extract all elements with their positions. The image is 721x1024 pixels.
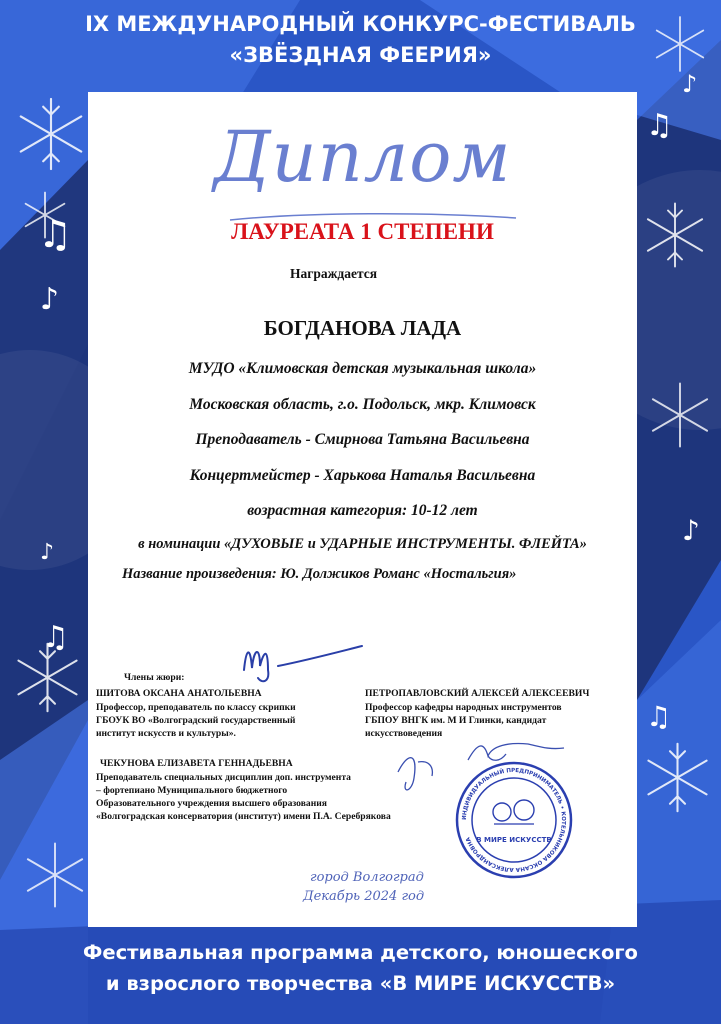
jury-member-3-name: ЧЕКУНОВА ЕЛИЗАВЕТА ГЕННАДЬЕВНА [100, 758, 293, 769]
music-note-icon: ♪ [682, 514, 700, 547]
city: город Волгоград [310, 870, 424, 885]
jury-member-3-line: Преподаватель специальных дисциплин доп. инструмента [96, 772, 351, 783]
festival-stamp [454, 760, 574, 880]
program-line2: и взрослого творчества «В МИРЕ ИСКУССТВ» [105, 972, 616, 995]
nomination: в номинации «ДУХОВЫЕ и УДАРНЫЕ ИНСТРУМЕНТЫ. ФЛЕЙТА» [138, 536, 587, 552]
jury-member-3-line: – фортепиано Муниципального бюджетного [96, 785, 288, 796]
music-note-icon: ♫ [38, 212, 73, 256]
music-note-icon: ♪ [682, 70, 698, 98]
snowflake-icon [20, 840, 90, 910]
awarded-label: Награждается [290, 266, 378, 281]
music-note-icon: ♫ [42, 620, 69, 655]
accompanist: Концертмейстер - Харькова Наталья Васильевна [189, 467, 536, 484]
music-note-icon: ♫ [646, 700, 672, 733]
svg-text:ИНДИВИДУАЛЬНЫЙ ПРЕДПРИНИМАТЕЛЬ [462, 767, 566, 872]
music-note-icon: ♪ [40, 282, 60, 317]
jury-member-2-line: ГБПОУ ВНГК им. М И Глинки, кандидат [365, 715, 547, 726]
diploma-sheet [88, 92, 637, 927]
jury-member-2-line: искусствоведения [365, 728, 443, 739]
jury-member-1-line: Профессор, преподаватель по классу скрипки [96, 702, 296, 713]
music-note-icon: ♫ [646, 108, 673, 143]
snowflake-icon [640, 740, 715, 815]
laureate-degree: ЛАУРЕАТА 1 СТЕПЕНИ [231, 219, 494, 244]
jury-member-3-line: «Волгоградская консерватория (институт) имени П.А. Серебрякова [96, 811, 391, 822]
festival-title-line1: IX МЕЖДУНАРОДНЫЙ КОНКУРС-ФЕСТИВАЛЬ [85, 12, 636, 36]
stamp-ring-text: ИНДИВИДУАЛЬНЫЙ ПРЕДПРИНИМАТЕЛЬ • КОТЕЛЬНИКОВА ОКСАНА АЛЕКСАНДРОВНА [461, 767, 567, 873]
snowflake-icon [645, 380, 715, 450]
jury-member-2-name: ПЕТРОПАВЛОВСКИЙ АЛЕКСЕЙ АЛЕКСЕЕВИЧ [365, 688, 590, 699]
festival-title-line2: «ЗВЁЗДНАЯ ФЕЕРИЯ» [229, 43, 492, 67]
diploma-title: Диплом [213, 116, 512, 198]
stamp-center-text: В МИРЕ ИСКУССТВ [476, 836, 552, 844]
jury-member-1-line: ГБОУК ВО «Волгоградский государственный [96, 715, 296, 726]
signature-jury-1 [238, 640, 368, 686]
jury-member-2-line: Профессор кафедры народных инструментов [365, 702, 562, 713]
jury-label: Члены жюри: [124, 672, 185, 683]
snowflake-icon [640, 200, 710, 270]
teacher: Преподаватель - Смирнова Татьяна Васильевна [195, 431, 530, 448]
snowflake-icon [12, 95, 90, 173]
piece-title: Название произведения: Ю. Должиков Романс «Ностальгия» [122, 566, 517, 582]
jury-member-1-line: институт искусств и культуры». [96, 728, 236, 739]
jury-member-1-name: ШИТОВА ОКСАНА АНАТОЛЬЕВНА [96, 688, 262, 699]
age-category: возрастная категория: 10-12 лет [247, 502, 478, 519]
jury-member-3-line: Образовательного учреждения высшего образования [96, 798, 327, 809]
music-note-icon: ♪ [40, 540, 55, 565]
laureate-name: БОГДАНОВА ЛАДА [263, 316, 462, 340]
location: Московская область, г.о. Подольск, мкр. Климовск [189, 396, 536, 413]
date: Декабрь 2024 год [303, 889, 425, 904]
program-line1: Фестивальная программа детского, юношеского [83, 941, 638, 964]
school-name: МУДО «Климовская детская музыкальная школа» [188, 360, 537, 377]
